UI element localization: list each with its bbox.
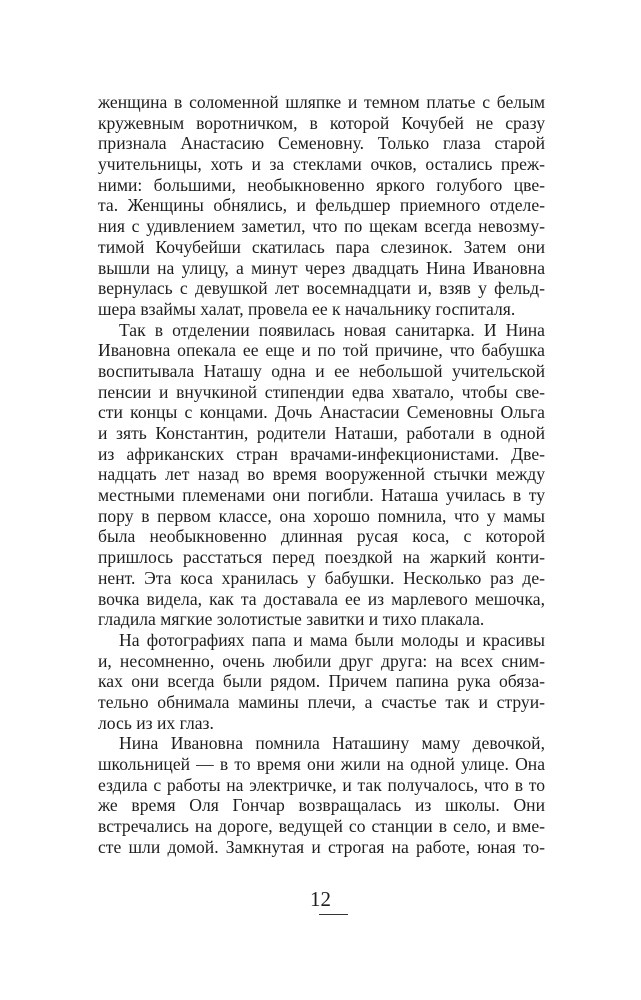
text-line: встречались на дороге, ведущей со станции в село, и вме- [98,816,545,837]
text-line: ках они всегда были рядом. Причем папина рука обяза- [98,671,545,692]
text-line: ния с удивлением заметил, что по щекам всегда невозму- [98,216,545,237]
text-line: местными племенами они погибли. Наташа училась в ту [98,485,545,506]
text-line: сте шли домой. Замкнутая и строгая на работе, юная то- [98,836,545,857]
text-line: кружевным воротничком, в которой Кочубей не сразу [98,112,545,133]
text-line: та. Женщины обнялись, и фельдшер приемного отделе- [98,195,545,216]
text-line: вочка видела, как та доставала ее из марлевого мешочка, [98,588,545,609]
text-line: признала Анастасию Семеновну. Только глаза старой [98,133,545,154]
text-line: нент. Эта коса хранилась у бабушки. Несколько раз де- [98,567,545,588]
text-line: школьницей — в то время они жили на одной улице. Она [98,754,545,774]
text-line: гладила мягкие золотистые завитки и тихо плакала. [98,609,485,630]
text-line: и зять Константин, родители Наташи, работали в одной [98,423,545,443]
text-line: женщина в соломенной шляпке и темном платье с белым [98,92,545,112]
text-line: тельно обнимала мамины плечи, а счастье так и струи- [98,691,545,712]
text-line: Так в отделении появилась новая санитарка. И Нина [119,319,545,340]
text-line: и, несомненно, очень любили друг друга: на всех сним- [98,650,545,671]
text-line: вышли на улицу, а минут через двадцать Нина Ивановна [98,257,545,278]
text-line: ними: большими, необыкновенно яркого голубого цве- [98,174,545,195]
page-number: 12 [310,887,331,911]
text-line: шера взаймы халат, провела ее к начальнику госпиталя. [98,298,516,319]
text-line: На фотографиях папа и мама были молоды и красивы [119,629,545,650]
text-line: из африканских стран врачами-инфекционистами. Две- [98,443,545,464]
text-line: была необыкновенно длинная русая коса, с которой [98,526,545,547]
text-line: же время Оля Гончар возвращалась из школы. Они [98,795,545,816]
text-line: тимой Кочубейши скатилась пара слезинок. Затем они [98,236,545,257]
text-line: надцать лет назад во время вооруженной стычки между [98,464,545,485]
text-line: пришлось расстаться перед поездкой на жаркий конти- [98,547,545,568]
text-line: ездила с работы на электричке, и так получалось, что в то [98,774,545,795]
text-line: Ивановна опекала ее еще и по той причине, что бабушка [98,340,545,361]
text-line: Нина Ивановна помнила Наташину маму девочкой, [119,733,545,754]
body-text [98,92,545,857]
text-line: пенсии и внучкиной стипендии едва хватало, чтобы све- [98,381,545,402]
text-line: воспитывала Наташу одна и ее небольшой учительской [98,360,545,381]
text-line: учительницы, хоть и за стеклами очков, остались преж- [98,154,545,175]
text-line: вернулась с девушкой лет восемнадцати и, взяв у фельд- [98,278,545,299]
text-line: лось из их глаз. [98,712,214,733]
page-number-underline [319,914,348,915]
text-line: пору в первом классе, она хорошо помнила, что у мамы [98,505,545,526]
text-line: сти концы с концами. Дочь Анастасии Семеновны Ольга [98,402,545,423]
